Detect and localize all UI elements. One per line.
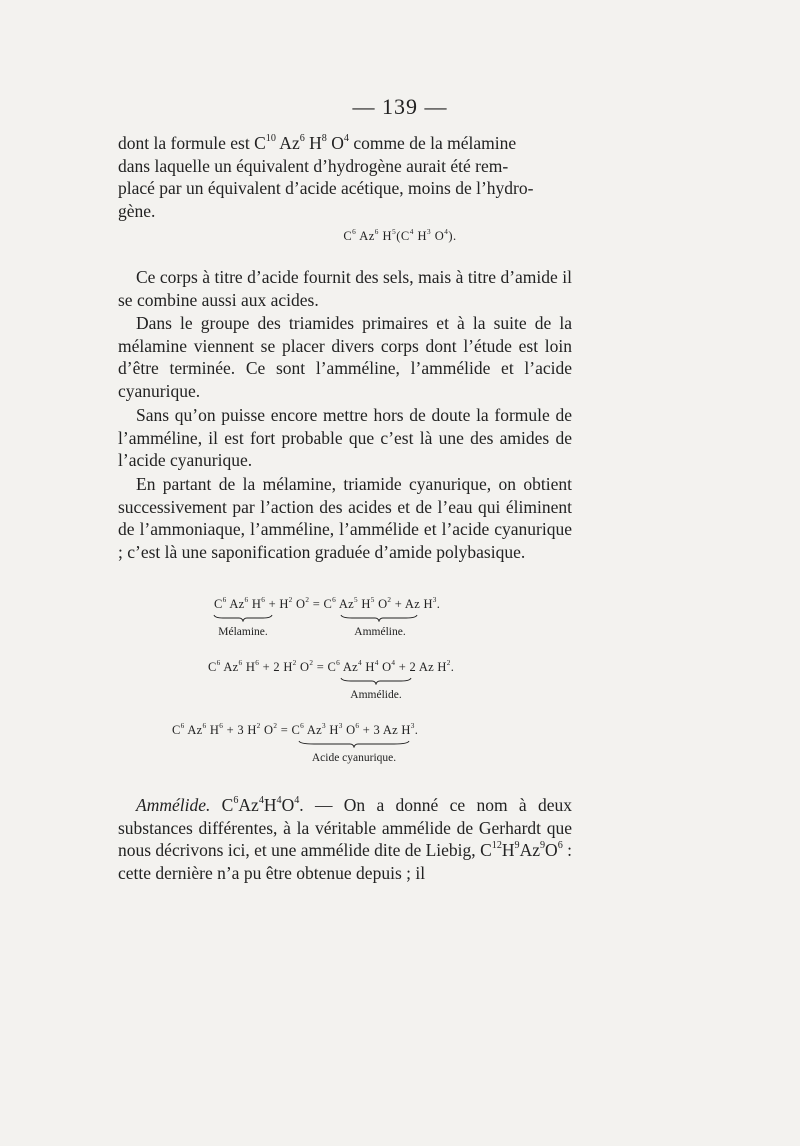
product-formula: $C^6$ Az$^3$ $H^3$ $O^6$ (291, 722, 360, 737)
product-formula: $C^6$ Az$^5$ $H^5$ $O^2$ (323, 596, 392, 611)
paragraph-text: Dans le groupe des triamides primaires et à la suite de la mélamine viennent se placer divers corps dont l’étude est loin d’être terminée. Ce sont l’amméline, l’ammélide et l’acide cyanurique. (118, 313, 572, 401)
paragraph-text: Ammélide. $C^6Az^4H^4O^4$. — On a donné ce nom à deux substances différentes, à la véritable ammélide de Gerhardt que nous décrivons ici, et une ammélide dite de Liebig, $C^{12}H^9Az^9O^6$ : cette dernière n’a pu être obtenue depuis ; il (118, 794, 572, 883)
brace-cyanuric-acid (298, 740, 410, 748)
paragraph-text: Ce corps à titre d’acide fournit des sels, mais à titre d’amide il se combine aussi aux acides. (118, 267, 572, 310)
label-melamine: Mélamine. (218, 626, 268, 638)
equation-melamine-to-cyanuric-acid: $C^6$ Az$^6$ $H^6 + 3$ $H^2$ $O^2 = C^6$ Az$^3$ $H^3$ $O^6 + 3$ Az $H^3$. (172, 722, 419, 737)
label-ammeline: Amméline. (354, 626, 406, 638)
label-ammelide: Ammélide. (350, 689, 402, 701)
text-line: gène. (118, 200, 156, 221)
section-title: Ammélide. (136, 795, 211, 815)
paragraph-ammelide (118, 794, 572, 884)
brace-ammelide (340, 677, 412, 685)
paragraph-text: En partant de la mélamine, triamide cyanurique, on obtient successivement par l’action des acides et de l’eau qui éliminent de l’ammoniaque, l’amméline, l’ammélide et l’acide cyanurique ; c’est là une saponification graduée d’amide polybasique. (118, 474, 572, 562)
brace-ammeline (340, 614, 418, 622)
paragraph-ammeline-formula (118, 404, 572, 472)
formula-acetyl-melamine: $C^6$ Az$^6$ $H^5(C^4$ $H^3$ $O^4$). (343, 228, 457, 243)
paragraph-acid-salts (118, 266, 572, 311)
label-cyanuric-acid: Acide cyanurique. (311, 752, 397, 764)
paragraph-saponification (118, 473, 572, 563)
text-line: dans laquelle un équivalent d’hydrogène aurait été rem- (118, 155, 509, 176)
equation-melamine-to-ammelide: $C^6$ Az$^6$ $H^6 + 2$ $H^2$ $O^2 = C^6$ Az$^4$ $H^4$ $O^4 + 2$ Az $H^2$. (208, 659, 455, 674)
equation-melamine-to-ammeline: $C^6$ Az$^6$ $H^6 + H^2$ $O^2 = C^6$ Az$^5$ $H^5$ $O^2 + Az$ $H^3$. (214, 596, 441, 611)
text-line: placé par un équivalent d’acide acétique, moins de l’hydro- (118, 178, 534, 199)
product-formula: $C^6$ Az$^4$ $H^4$ $O^4$ (327, 659, 396, 674)
page-number: — 139 — (352, 94, 448, 119)
paragraph-triamides (118, 312, 572, 402)
text-line: dont la formule est $C^{10}$ Az$^6$ $H^8$ $O^4$ comme de la mélamine (118, 132, 517, 153)
brace-melamine (213, 614, 273, 622)
paragraph-formula-intro (118, 132, 572, 222)
paragraph-text: Sans qu’on puisse encore mettre hors de doute la formule de l’amméline, il est fort probable que c’est là une des amides de l’acide cyanurique. (118, 405, 572, 471)
